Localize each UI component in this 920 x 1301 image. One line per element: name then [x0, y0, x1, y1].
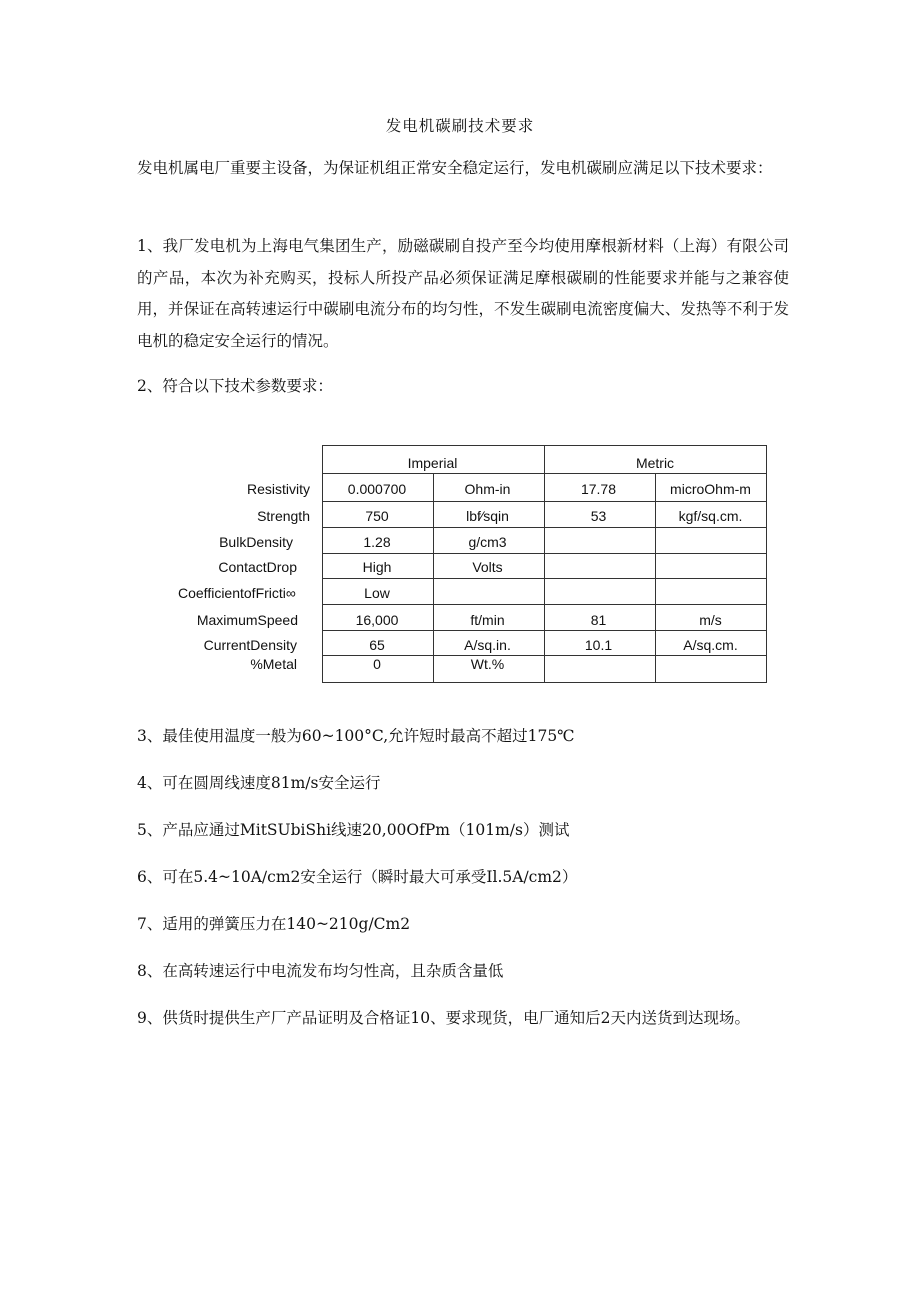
table-cell: ft/min: [470, 612, 505, 628]
item-1: 1、我厂发电机为上海电气集团生产，励磁碳刷自投产至今均使用摩根新材料（上海）有限公司的产品，本次为补充购买，投标人所投产品必须保证满足摩根碳刷的性能要求并能与之兼容使用，并保证在高转速运行中碳刷电流分布的均匀性，不发生碳刷电流密度偏大、发热等不利于发电机的稳定安全运行的情况。: [137, 237, 789, 350]
item-7: 7、适用的弹簧压力在140~210g/Cm2: [137, 915, 411, 933]
row-label: MaximumSpeed: [196, 612, 298, 628]
table-cell: 16,000: [355, 612, 399, 628]
row-label: BulkDensity: [219, 534, 293, 550]
specs-table: [170, 445, 770, 685]
table-cell: Volts: [472, 559, 503, 575]
table-cell: High: [362, 559, 392, 575]
item-2: 2、符合以下技术参数要求：: [137, 377, 333, 395]
table-cell: Low: [364, 585, 390, 601]
table-cell: lbf∕sqin: [466, 508, 509, 524]
item-6: 6、可在5.4~10A∕cm2安全运行（瞬时最大可承受Il.5A∕cm2）: [137, 868, 578, 886]
header-metric: Metric: [635, 455, 675, 471]
table-cell: A/sq.cm.: [683, 637, 738, 653]
table-cell: Ohm-in: [464, 481, 511, 497]
table-cell: microOhm-m: [670, 481, 751, 497]
row-label: CurrentDensity: [203, 637, 297, 653]
row-label: Strength: [257, 508, 310, 524]
table-cell: 65: [369, 637, 385, 653]
row-label: ContactDrop: [218, 559, 297, 575]
table-cell: 750: [365, 508, 389, 524]
item-5: 5、产品应通过MitSUbiShi线速20,00OfPm（101m∕s）测试: [137, 821, 570, 839]
item-3: 3、最佳使用温度一般为60~100°C,允许短时最高不超过175℃: [137, 727, 575, 745]
table-cell: kgf/sq.cm.: [678, 508, 743, 524]
document-title: 发电机碳刷技术要求: [385, 117, 535, 135]
table-cell: m/s: [699, 612, 722, 628]
table-cell: g/cm3: [468, 534, 507, 550]
table-cell: Wt.%: [470, 656, 505, 672]
row-label: %Metal: [250, 656, 297, 672]
header-imperial: Imperial: [407, 455, 458, 471]
table-cell: A/sq.in.: [464, 637, 511, 653]
row-label: CoefficientofFricti∞: [178, 585, 296, 601]
intro-paragraph: 发电机属电厂重要主设备，为保证机组正常安全稳定运行，发电机碳刷应满足以下技术要求：: [137, 159, 773, 177]
table-cell: 0: [373, 656, 381, 672]
table-cell: 1.28: [363, 534, 391, 550]
table-cell: 81: [590, 612, 607, 628]
item-8: 8、在高转速运行中电流发布均匀性高，且杂质含量低: [137, 962, 504, 980]
table-cell: 53: [590, 508, 607, 524]
row-label: Resistivity: [246, 481, 310, 497]
table-cell: 17.78: [580, 481, 617, 497]
table-cell: 10.1: [584, 637, 613, 653]
item-9: 9、供货时提供生产厂产品证明及合格证10、要求现货，电厂通知后2天内送货到达现场。: [137, 1009, 750, 1027]
item-4: 4、可在圆周线速度81m∕s安全运行: [137, 774, 381, 792]
table-cell: 0.000700: [347, 481, 407, 497]
